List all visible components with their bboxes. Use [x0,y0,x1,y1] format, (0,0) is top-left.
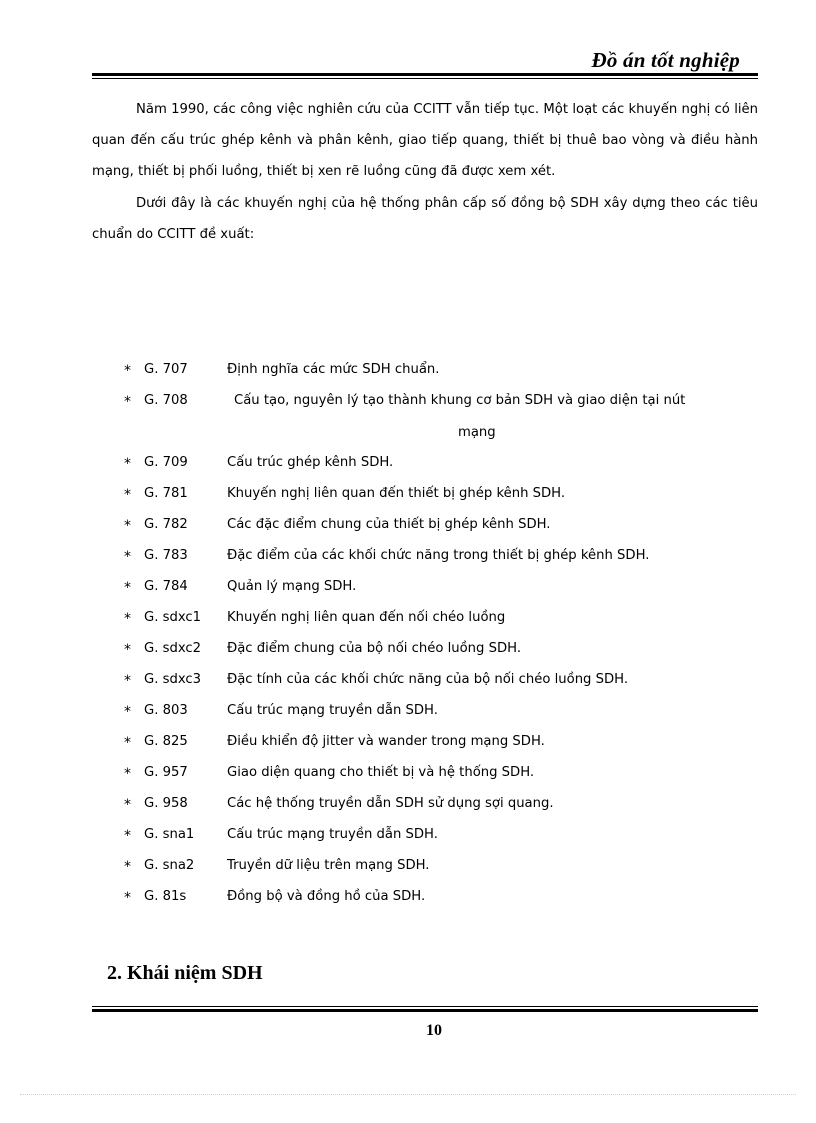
list-item [0,668,816,699]
list-item [0,823,816,854]
bullet-star: * [124,766,131,782]
bullet-star: * [124,890,131,906]
paragraph-1: Năm 1990, các công việc nghiên cứu của CCITT vẫn tiếp tục. Một loạt các khuyến nghị có liên quan đến cấu trúc ghép kênh và phân kênh, giao tiếp quang, thiết bị thuê bao vòng và điều hành mạng, thiết bị phối luồng, thiết bị xen rẽ luồng cũng đã được xem xét. [92,102,758,179]
recommendation-desc: Cấu trúc ghép kênh SDH. [227,455,394,470]
recommendation-desc: Khuyến nghị liên quan đến thiết bị ghép kênh SDH. [227,486,566,501]
footer-rule [92,1006,758,1012]
list-item [0,730,816,761]
recommendation-code: G. sdxc1 [144,610,202,625]
bullet-star: * [124,642,131,658]
recommendation-desc: Cấu trúc mạng truyền dẫn SDH. [227,827,438,842]
recommendation-code: G. sdxc2 [144,641,202,656]
bullet-star: * [124,673,131,689]
bullet-star: * [124,611,131,627]
recommendation-code: G. 81s [144,889,187,904]
bullet-star: * [124,549,131,565]
bullet-star: * [124,394,131,410]
recommendation-list [0,358,816,916]
list-item [0,389,816,451]
recommendation-desc: Định nghĩa các mức SDH chuẩn. [227,362,440,377]
recommendation-code: G. sdxc3 [144,672,202,687]
recommendation-code: G. 781 [144,486,188,501]
section-heading: 2. Khái niệm SDH [107,962,263,984]
page-header-title: Đồ án tốt nghiệp [591,48,740,72]
list-item [0,761,816,792]
recommendation-code: G. 958 [144,796,188,811]
recommendation-desc: Các hệ thống truyền dẫn SDH sử dụng sợi quang. [227,796,554,811]
recommendation-desc: Truyền dữ liệu trên mạng SDH. [227,858,430,873]
page-bottom-dotted-line [20,1094,796,1095]
recommendation-code: G. 708 [144,393,188,408]
recommendation-code: G. 957 [144,765,188,780]
recommendation-code: G. sna2 [144,858,195,873]
bullet-star: * [124,859,131,875]
bullet-star: * [124,797,131,813]
bullet-star: * [124,704,131,720]
bullet-star: * [124,580,131,596]
list-item [0,451,816,482]
list-item [0,699,816,730]
bullet-star: * [124,735,131,751]
list-item [0,358,816,389]
recommendation-desc: Đặc tính của các khối chức năng của bộ nối chéo luồng SDH. [227,672,629,687]
recommendation-desc: Đồng bộ và đồng hồ của SDH. [227,889,426,904]
bullet-star: * [124,363,131,379]
recommendation-desc: Điều khiển độ jitter và wander trong mạng SDH. [227,734,545,749]
recommendation-desc: Quản lý mạng SDH. [227,579,357,594]
recommendation-code: G. 783 [144,548,188,563]
recommendation-code: G. 709 [144,455,188,470]
bullet-star: * [124,828,131,844]
recommendation-code: G. 784 [144,579,188,594]
list-item [0,885,816,916]
recommendation-desc: Giao diện quang cho thiết bị và hệ thống SDH. [227,765,535,780]
list-item [0,513,816,544]
list-item [0,544,816,575]
recommendation-desc: Các đặc điểm chung của thiết bị ghép kênh SDH. [227,517,551,532]
bullet-star: * [124,518,131,534]
list-item [0,606,816,637]
recommendation-code: G. 707 [144,362,188,377]
list-item [0,854,816,885]
recommendation-desc: Đặc điểm của các khối chức năng trong thiết bị ghép kênh SDH. [227,548,650,563]
recommendation-code: G. sna1 [144,827,195,842]
paragraph-2: Dưới đây là các khuyến nghị của hệ thống phân cấp số đồng bộ SDH xây dựng theo các tiêu chuẩn do CCITT đề xuất: [92,196,758,242]
recommendation-desc: Cấu trúc mạng truyền dẫn SDH. [227,703,438,718]
recommendation-code: G. 803 [144,703,188,718]
list-item [0,637,816,668]
bullet-star: * [124,456,131,472]
recommendation-desc: Đặc điểm chung của bộ nối chéo luồng SDH. [227,641,522,656]
recommendation-code: G. 782 [144,517,188,532]
recommendation-code: G. 825 [144,734,188,749]
bullet-star: * [124,487,131,503]
recommendation-desc-continued: mạng [458,425,496,440]
page-number: 10 [426,1022,442,1039]
recommendation-desc: Cấu tạo, nguyên lý tạo thành khung cơ bản SDH và giao diện tại nút [234,393,686,408]
header-rule [92,73,758,79]
list-item [0,575,816,606]
recommendation-desc: Khuyến nghị liên quan đến nối chéo luồng [227,610,506,625]
list-item [0,482,816,513]
list-item [0,792,816,823]
